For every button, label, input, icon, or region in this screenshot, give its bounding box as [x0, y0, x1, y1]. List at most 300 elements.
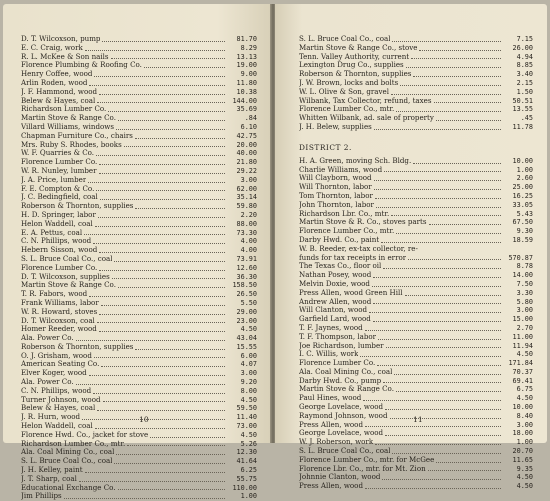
expense-entry: [21, 237, 257, 246]
entry-amount: 11.00: [512, 332, 533, 341]
entry-amount: 35.14: [236, 193, 257, 202]
entry-payee: J. A. Price, lumber: [21, 175, 87, 184]
entry-payee: I. C. Willis, work: [299, 350, 359, 359]
entry-amount: 11.80: [236, 78, 257, 87]
expense-entry: [21, 114, 257, 123]
leader-dots: [79, 480, 225, 482]
entry-payee: Garfield Lard, wood: [299, 315, 371, 324]
leader-dots: [89, 374, 225, 376]
leader-dots: [429, 223, 501, 225]
entry-payee: C. N. Phillips, wood: [21, 386, 92, 395]
entry-amount: 6.75: [516, 385, 533, 394]
entry-amount: 55.75: [236, 474, 257, 483]
leader-dots: [373, 320, 501, 322]
entry-payee: Press Allen, wood Green Hill: [299, 288, 403, 297]
entry-amount: 18.59: [512, 235, 533, 244]
expense-entry: [21, 308, 257, 317]
entry-payee: Press Allen, wood: [299, 482, 363, 491]
entry-amount: 7.15: [516, 35, 533, 43]
expense-entry: [21, 97, 257, 106]
leader-dots: [89, 295, 225, 297]
entry-amount: 2.60: [516, 174, 533, 183]
leader-dots: [108, 110, 225, 112]
expense-entry: [21, 220, 257, 229]
entry-payee: Jim Phillips: [21, 492, 62, 501]
expense-entry: [21, 185, 257, 194]
expense-entry: [21, 167, 257, 176]
entry-payee: W. B. Reeder, ex-tax collector, re-: [299, 244, 418, 253]
entry-amount: 158.50: [232, 281, 257, 290]
expense-entry: [299, 359, 533, 368]
entry-payee: R. L. McKee & Son nails: [21, 52, 109, 61]
entry-amount: 13.55: [512, 105, 533, 114]
entry-amount: 19.00: [236, 61, 257, 70]
expense-entry: [21, 492, 257, 501]
expense-entry: [21, 484, 257, 493]
entry-amount: 25.00: [512, 183, 533, 192]
entry-payee: Educational Exchange Co.: [21, 483, 116, 492]
entry-amount: 4.94: [516, 52, 533, 61]
leader-dots: [135, 348, 225, 350]
entry-amount: 33.05: [512, 200, 533, 209]
entry-payee: George Lovelace, wood: [299, 429, 384, 438]
expense-entry: [299, 438, 533, 447]
leader-dots: [135, 207, 225, 209]
entry-amount: 4.50: [516, 482, 533, 491]
expense-entry: [299, 192, 533, 201]
leader-dots: [102, 40, 225, 42]
entry-amount: 171.84: [508, 359, 533, 368]
entry-payee: Will Thornton, labor: [299, 183, 372, 192]
entry-amount: 16.25: [512, 191, 533, 200]
leader-dots: [373, 302, 501, 304]
entry-payee: C. N. Phillips, wood: [21, 237, 92, 246]
entry-payee: S. L. Bruce Coal Co., coal: [299, 447, 391, 456]
expense-entry: [21, 176, 257, 185]
entry-amount: 21.80: [236, 158, 257, 167]
expense-entry: [21, 79, 257, 88]
entry-payee: John Thornton, labor: [299, 200, 374, 209]
expense-entry: [299, 482, 533, 491]
leader-dots: [118, 488, 225, 490]
leader-dots: [99, 172, 226, 174]
entry-payee: Ala. Coal Mining Co., coal: [299, 367, 393, 376]
entry-payee: Chapman Furniture Co., chairs: [21, 131, 133, 140]
entry-payee: Paul Hines, wood: [299, 394, 362, 403]
entry-payee: Richardson Lumber Co., mtr.: [21, 439, 126, 448]
entry-payee: H. A. Green, moving Sch. Bldg.: [299, 156, 412, 165]
entry-payee: J. F. Hammond, wood: [21, 87, 98, 96]
entry-amount: 11.65: [512, 455, 533, 464]
expense-entry: [299, 333, 533, 342]
expense-entry: [299, 280, 533, 289]
entry-payee: Roberson & Thornton, supplies: [299, 70, 412, 79]
leader-dots: [99, 251, 225, 253]
entry-payee: Tenn. Valley Authority, current: [299, 52, 410, 61]
district-expense-list: [299, 157, 533, 491]
leader-dots: [384, 170, 501, 172]
entry-payee: Martin Stove & R. Co., stoves parts: [299, 218, 427, 227]
entry-payee: S. L. Bruce Coal Co., coal: [299, 35, 391, 43]
entry-amount: 1.00: [516, 165, 533, 174]
entry-amount: 4.50: [240, 395, 257, 404]
entry-amount: 3.00: [240, 175, 257, 184]
entry-payee: American Seating Co.: [21, 360, 100, 369]
entry-payee: Ala. Power Co.: [21, 378, 74, 387]
entry-amount: 23.00: [236, 316, 257, 325]
entry-payee: George Lovelace, wood: [299, 403, 384, 412]
expense-entry: [299, 70, 533, 79]
leader-dots: [390, 417, 502, 419]
entry-payee: J. W. Brown, locks and bolts: [299, 78, 399, 87]
leader-dots: [124, 145, 225, 147]
leader-dots: [406, 66, 501, 68]
leader-dots: [118, 119, 225, 121]
leader-dots: [365, 329, 501, 331]
entry-payee: Ala. Coal Mining Co., coal: [21, 448, 115, 457]
entry-payee: Homer Reeder, wood: [21, 325, 97, 334]
entry-payee: Nathan Posey, wood: [299, 271, 372, 280]
entry-amount: 15.00: [512, 315, 533, 324]
expense-entry: [299, 473, 533, 482]
expense-entry: [21, 317, 257, 326]
entry-amount: 67.50: [512, 218, 533, 227]
leader-dots: [377, 364, 501, 366]
entry-payee: Florence Lumber Co.: [21, 158, 98, 167]
leader-dots: [376, 206, 501, 208]
entry-payee: Ala. Power Co.: [21, 334, 74, 343]
leader-dots: [101, 304, 225, 306]
leader-dots: [116, 128, 225, 130]
entry-amount: 2.70: [516, 323, 533, 332]
leader-dots: [392, 40, 501, 42]
entry-amount: 5.43: [516, 209, 533, 218]
entry-payee: Richardson Lumber Co.: [21, 105, 107, 114]
expense-entry: [21, 387, 257, 396]
expense-entry: [21, 229, 257, 238]
leader-dots: [99, 330, 225, 332]
expense-entry: [299, 342, 533, 351]
expense-entry: [299, 298, 533, 307]
expense-entry: [21, 343, 257, 352]
leader-dots: [97, 409, 225, 411]
expense-entry: [21, 466, 257, 475]
entry-payee: Will Clayborn, wood: [299, 174, 372, 183]
expense-entry: [21, 141, 257, 150]
entry-amount: 14.00: [512, 271, 533, 280]
expense-entry: [299, 289, 533, 298]
entry-payee: Mrs. Ruby S. Rhodes, books: [21, 140, 122, 149]
entry-amount: 1.50: [516, 87, 533, 96]
entry-payee: Darby Hwd. Co., paint: [299, 235, 380, 244]
entry-amount: 3.00: [516, 420, 533, 429]
expense-entry: [299, 324, 533, 333]
entry-payee: Florence Lumber Co., mtr. for McGee: [299, 455, 435, 464]
expense-entry: [21, 299, 257, 308]
leader-dots: [97, 321, 225, 323]
entry-amount: 62.00: [236, 184, 257, 193]
entry-payee: Helon Waddell, coal: [21, 219, 93, 228]
entry-amount: 10.00: [512, 403, 533, 412]
entry-amount: 4.50: [516, 350, 533, 359]
entry-amount: 4.50: [240, 430, 257, 439]
expense-entry: [21, 35, 257, 44]
entry-payee: Turner Johnson, wood: [21, 395, 101, 404]
expense-entry: [299, 385, 533, 394]
leader-dots: [94, 356, 225, 358]
entry-amount: 73.91: [236, 254, 257, 263]
entry-amount: 9.00: [240, 70, 257, 79]
expense-entry: [21, 202, 257, 211]
leader-dots: [144, 66, 225, 68]
entry-payee: J. C. Bedingfield, coal: [21, 193, 98, 202]
entry-payee: Richardson Lbr. Co., mtr.: [299, 209, 390, 218]
expense-entry: [299, 271, 533, 280]
entry-payee: Florence Lumber Co.: [21, 263, 98, 272]
expense-entry: [299, 105, 533, 114]
entry-payee: J. T. Sharp, coal: [21, 474, 77, 483]
expense-entry: [299, 429, 533, 438]
leader-dots: [95, 225, 225, 227]
entry-amount: 3.00: [516, 306, 533, 315]
expense-entry: [21, 475, 257, 484]
leader-dots: [375, 443, 501, 445]
entry-payee: S. L. Bruce Coal Co., coal: [21, 254, 113, 263]
leader-dots: [85, 49, 225, 51]
leader-dots: [127, 444, 225, 446]
entry-payee: Will Clanton, wood: [299, 306, 368, 315]
entry-amount: 4.07: [240, 360, 257, 369]
expense-entry: [299, 88, 533, 97]
entry-payee: Florence Lumber Co., mtr.: [299, 227, 395, 236]
entry-payee: Martin Stove & Range Co.: [299, 385, 394, 394]
left-page-number: 10: [139, 415, 149, 424]
entry-payee: Belew & Hayes, coal: [21, 96, 96, 105]
entry-amount: 50.51: [512, 96, 533, 105]
leader-dots: [99, 269, 225, 271]
entry-payee: Florence Plumbing & Roofing Co.: [21, 61, 142, 70]
entry-payee: Belew & Hayes, coal: [21, 404, 96, 413]
expense-entry: [21, 457, 257, 466]
entry-amount: 5.26: [240, 439, 257, 448]
expense-entry: [21, 158, 257, 167]
expense-entry: [21, 193, 257, 202]
entry-payee: funds for tax receipts in error: [299, 253, 407, 262]
leader-dots: [436, 119, 501, 121]
leader-dots: [82, 418, 225, 420]
expense-entry: [299, 236, 533, 245]
entry-payee: W. L. Olive & Son, gravel: [299, 87, 390, 96]
expense-entry: [299, 166, 533, 175]
entry-amount: 12.30: [236, 448, 257, 457]
expense-entry: [21, 431, 257, 440]
expense-entry: [21, 61, 257, 70]
entry-payee: Florence Hwd. Co., jacket for stove: [21, 430, 149, 439]
expense-entry: [299, 245, 533, 254]
entry-amount: 6.10: [240, 122, 257, 131]
entry-payee: W. F. Quarries & Co.: [21, 149, 95, 158]
entry-amount: 69.41: [512, 376, 533, 385]
leader-dots: [391, 214, 501, 216]
expense-entry: [299, 123, 533, 132]
entry-amount: 8.85: [516, 61, 533, 70]
expense-entry: [21, 378, 257, 387]
entry-payee: Florence Lumber Co., mtr.: [299, 105, 395, 114]
leader-dots: [99, 163, 225, 165]
entry-amount: 29.22: [236, 166, 257, 175]
expense-entry: [299, 315, 533, 324]
leader-dots: [93, 392, 225, 394]
entry-amount: 3.00: [240, 369, 257, 378]
expense-entry: [299, 97, 533, 106]
leader-dots: [101, 365, 225, 367]
expense-entry: [299, 403, 533, 412]
leader-dots: [96, 154, 225, 156]
expense-entry: [21, 149, 257, 158]
entry-payee: Lexington Drug Co., supplies: [299, 61, 404, 70]
expense-entry: [299, 210, 533, 219]
entry-payee: Martin Stove & Range Co., stove: [299, 43, 418, 52]
entry-payee: Whitten Wilbank, ad. sale of property: [299, 114, 434, 123]
entry-amount: 11.94: [512, 341, 533, 350]
expense-entry: [299, 377, 533, 386]
entry-payee: Press Allen, wood: [299, 420, 363, 429]
leader-dots: [378, 338, 501, 340]
entry-amount: 26.50: [236, 290, 257, 299]
entry-amount: 15.55: [236, 342, 257, 351]
entry-payee: Wilbank, Tax Collector, refund, taxes: [299, 96, 432, 105]
entry-amount: 4.50: [516, 473, 533, 482]
entry-payee: Hebern Sisson, wood: [21, 246, 98, 255]
entry-amount: 2.20: [240, 210, 257, 219]
entry-amount: 9.35: [516, 464, 533, 473]
entry-amount: 7.50: [516, 279, 533, 288]
entry-payee: Melvin Doxie, wood: [299, 279, 370, 288]
entry-amount: 3.30: [516, 288, 533, 297]
entry-payee: T. F. Jaynes, wood: [299, 323, 363, 332]
expense-entry: [299, 174, 533, 183]
expense-entry: [299, 350, 533, 359]
expense-entry: [21, 211, 257, 220]
expense-entry: [21, 404, 257, 413]
expense-entry: [299, 394, 533, 403]
leader-dots: [363, 399, 501, 401]
entry-amount: 59.80: [236, 202, 257, 211]
expense-entry: [299, 53, 533, 62]
district-heading: DISTRICT 2.: [299, 142, 352, 152]
right-expense-list: [299, 35, 533, 132]
entry-payee: O. J. Grisham, wood: [21, 351, 92, 360]
expense-entry: [299, 447, 533, 456]
entry-payee: The Texas Co., floor oil: [299, 262, 382, 271]
entry-payee: H. D. Springer, labor: [21, 210, 96, 219]
left-expense-list: [21, 35, 257, 501]
expense-entry: [299, 254, 533, 263]
leader-dots: [114, 462, 225, 464]
leader-dots: [89, 84, 225, 86]
entry-payee: T. R. Fabors, wood: [21, 290, 88, 299]
expense-entry: [21, 448, 257, 457]
entry-payee: J. H. Kelley, paint: [21, 466, 83, 475]
entry-amount: 10.00: [512, 156, 533, 165]
entry-amount: 8.00: [240, 386, 257, 395]
entry-amount: 1.00: [240, 492, 257, 501]
leader-dots: [411, 57, 501, 59]
leader-dots: [420, 251, 501, 252]
expense-entry: [299, 218, 533, 227]
entry-amount: 88.00: [236, 219, 257, 228]
expense-entry: [21, 53, 257, 62]
leader-dots: [396, 390, 501, 392]
entry-amount: 4.50: [516, 394, 533, 403]
entry-payee: Villard Williams, windows: [21, 122, 115, 131]
entry-payee: D. T. Wilcoxson, pump: [21, 35, 101, 43]
entry-amount: 6.25: [240, 466, 257, 475]
entry-payee: E. C. Craig, work: [21, 43, 83, 52]
entry-amount: 110.00: [232, 483, 257, 492]
expense-entry: [299, 79, 533, 88]
leader-dots: [114, 260, 225, 262]
entry-payee: Charlie Williams, wood: [299, 165, 383, 174]
leader-dots: [98, 216, 225, 218]
leader-dots: [360, 355, 501, 357]
entry-amount: 29.00: [236, 307, 257, 316]
entry-payee: Florence Lumber Co.: [299, 359, 376, 368]
entry-amount: 13.13: [236, 52, 257, 61]
leader-dots: [392, 452, 501, 454]
expense-entry: [299, 262, 533, 271]
expense-entry: [299, 456, 533, 465]
leader-dots: [405, 294, 501, 296]
leader-dots: [400, 84, 501, 86]
entry-payee: Martin Stove & Range Co.: [21, 281, 116, 290]
entry-payee: Elver Koger, wood: [21, 369, 87, 378]
entry-amount: 6.00: [240, 351, 257, 360]
entry-payee: Roberson & Thornton, supplies: [21, 342, 134, 351]
expense-entry: [299, 368, 533, 377]
leader-dots: [394, 373, 501, 375]
entry-amount: 144.00: [232, 96, 257, 105]
entry-amount: 26.00: [512, 43, 533, 52]
leader-dots: [94, 75, 225, 77]
expense-entry: [299, 114, 533, 123]
entry-payee: Henry Coffee, wood: [21, 70, 93, 79]
leader-dots: [374, 179, 501, 181]
entry-amount: 40.00: [236, 149, 257, 158]
expense-entry: [299, 306, 533, 315]
expense-entry: [21, 281, 257, 290]
leader-dots: [408, 258, 501, 260]
entry-payee: Florence Lbr. Co., mtr. for Mt. Zion: [299, 464, 426, 473]
entry-payee: Raymond Johnson, wood: [299, 411, 388, 420]
entry-payee: W. J. Roberson, work: [299, 438, 374, 447]
entry-amount: 73.00: [236, 422, 257, 431]
entry-payee: W. R. Nunley, lumber: [21, 166, 97, 175]
leader-dots: [76, 383, 225, 385]
expense-entry: [299, 183, 533, 192]
entry-payee: Darby Hwd. Co., pump: [299, 376, 382, 385]
expense-entry: [299, 201, 533, 210]
leader-dots: [369, 311, 501, 313]
entry-payee: Helon Waddell, coal: [21, 422, 93, 431]
expense-entry: [21, 255, 257, 264]
leader-dots: [365, 425, 501, 427]
leader-dots: [99, 93, 225, 95]
expense-entry: [299, 44, 533, 53]
entry-amount: 41.64: [236, 457, 257, 466]
leader-dots: [372, 285, 501, 287]
entry-payee: Tom Thornton, labor: [299, 191, 373, 200]
